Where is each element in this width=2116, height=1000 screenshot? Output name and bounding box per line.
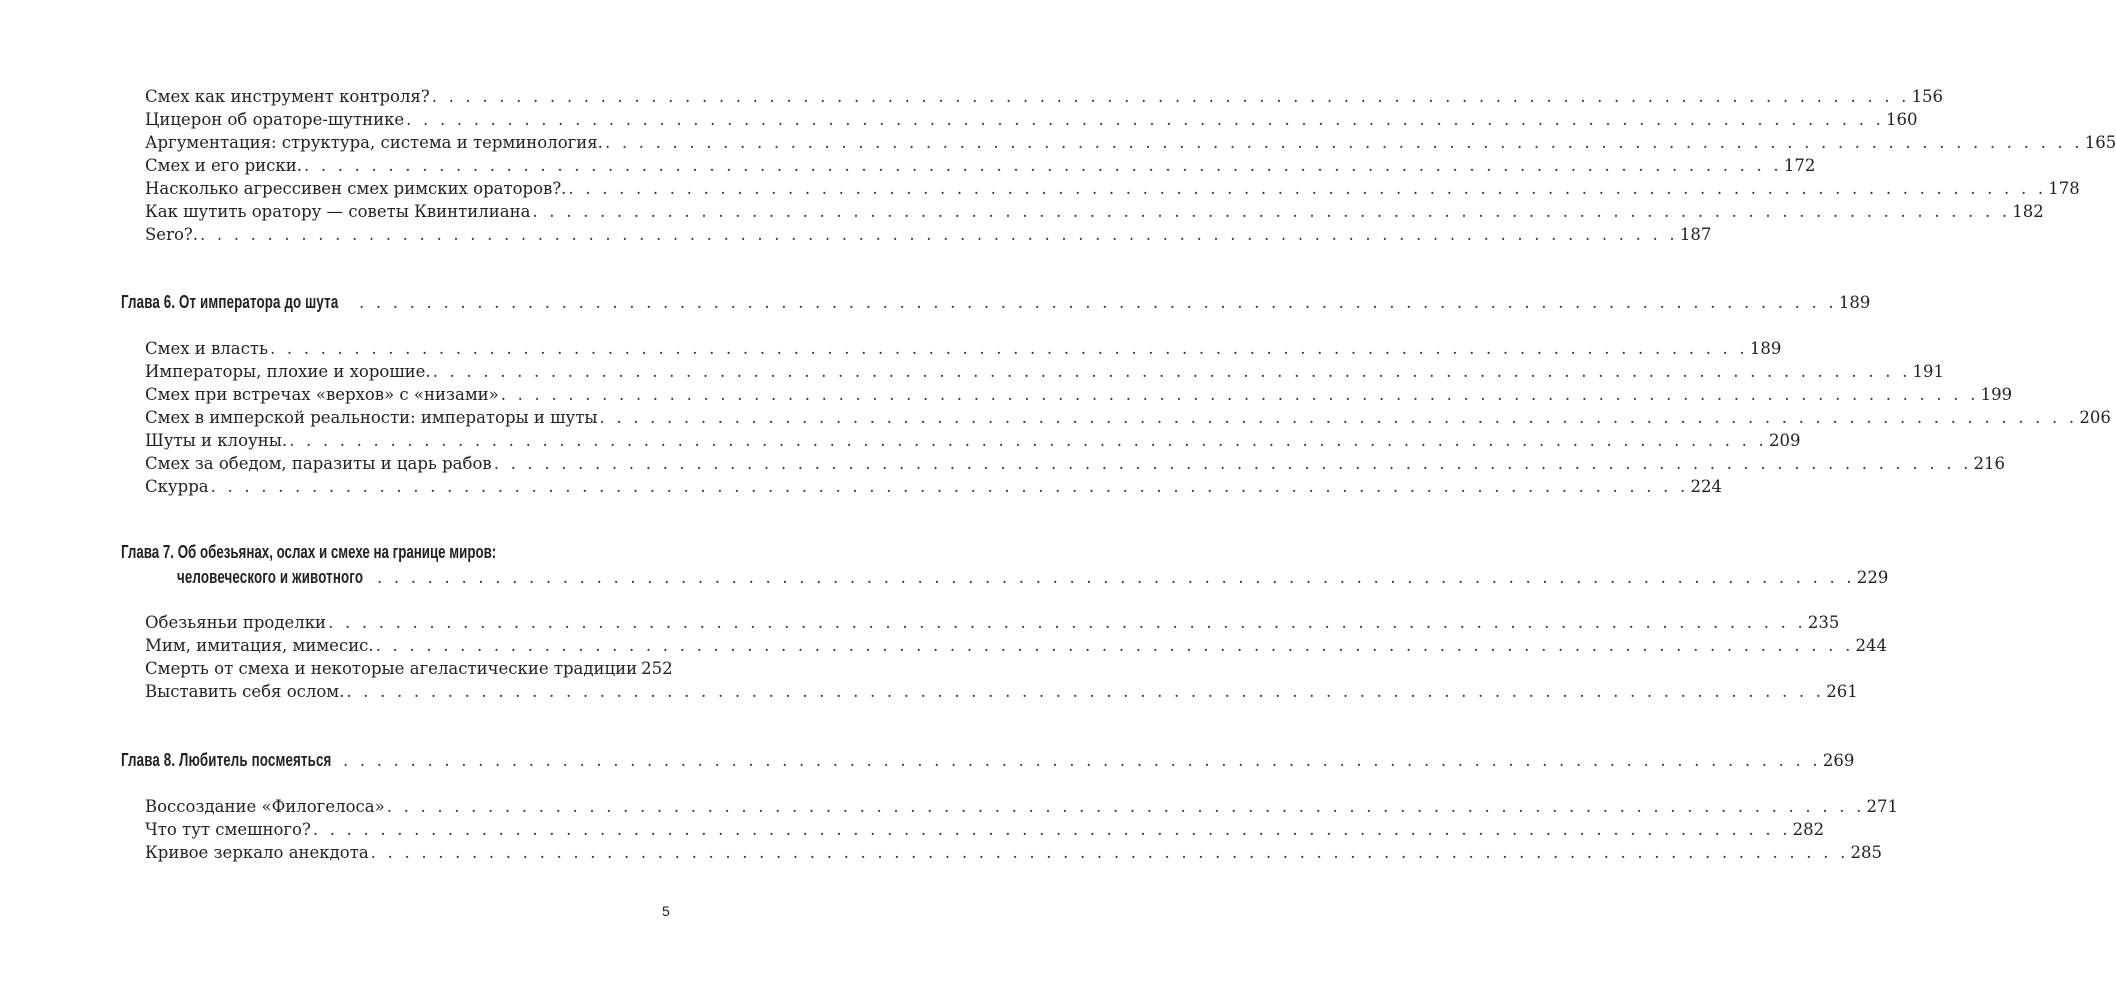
chapter-title-line1: Глава 7. Об обезьянах, ослах и смехе на границе миров:	[121, 542, 497, 562]
toc-entry-page: 261	[1826, 682, 1858, 701]
toc-entry-page: 271	[1866, 797, 1899, 816]
toc-entry-title: Цицерон об ораторе-шутнике	[145, 110, 405, 129]
toc-entry-title: Скурра	[145, 477, 209, 496]
chapter-heading-continued[interactable]	[177, 566, 1889, 589]
toc-entry[interactable]	[145, 360, 1945, 383]
toc-entry-title: Насколько агрессивен смех римских ораторов?.	[145, 179, 567, 198]
toc-entry-title: Смех и власть	[145, 339, 268, 358]
toc-entry-title: Шуты и клоуны.	[145, 431, 288, 450]
toc-entry[interactable]	[145, 85, 1944, 108]
toc-entry-title: Sero?.	[145, 225, 198, 244]
dot-leader	[532, 200, 2010, 223]
page-number: 5	[662, 903, 670, 919]
dot-leader	[270, 337, 1748, 360]
dot-leader	[313, 818, 1791, 841]
toc-entry-page: 191	[1912, 362, 1945, 381]
toc-entry[interactable]	[145, 680, 1858, 703]
dot-leader	[494, 452, 1972, 475]
toc-entry-title: Смерть от смеха и некоторые агеластические традиции	[145, 659, 638, 678]
dot-leader	[599, 406, 2077, 429]
chapter-heading[interactable]	[121, 541, 628, 564]
dot-leader	[406, 108, 1884, 131]
toc-entry[interactable]	[145, 406, 2111, 429]
toc-entry-title: Выставить себя ослом.	[145, 682, 345, 701]
toc-entry-page: 282	[1792, 820, 1825, 839]
toc-entry-title: Как шутить оратору — советы Квинтилиана	[145, 202, 531, 221]
toc-entry-title: Смех и его риски.	[145, 156, 302, 175]
toc-entry-title: Что тут смешного?	[145, 820, 311, 839]
toc-entry[interactable]	[145, 154, 1816, 177]
dot-leader	[304, 154, 1782, 177]
dot-leader	[359, 291, 1837, 314]
toc-entry[interactable]	[145, 634, 1888, 657]
toc-entry[interactable]	[145, 337, 1782, 360]
toc-entry-title: Кривое зеркало анекдота	[145, 843, 369, 862]
chapter-page: 269	[1822, 751, 1855, 770]
chapter-page: 189	[1838, 293, 1871, 312]
toc-entry-page: 160	[1886, 110, 1918, 129]
toc-entry-title: Смех при встречах «верхов» с «низами»	[145, 385, 499, 404]
toc-entry-page: 165	[2084, 133, 2116, 152]
toc-entry-title: Обезьяньи проделки	[145, 613, 327, 632]
toc-entry-page: 216	[1973, 454, 2006, 473]
toc-entry-page: 182	[2012, 202, 2044, 221]
dot-leader	[376, 634, 1854, 657]
toc-entry-title: Императоры, плохие и хорошие.	[145, 362, 431, 381]
toc-entry[interactable]	[145, 223, 1712, 246]
dot-leader	[371, 841, 1849, 864]
dot-leader	[377, 566, 1855, 589]
dot-leader	[343, 749, 1821, 772]
toc-entry[interactable]	[145, 429, 1801, 452]
toc-entry[interactable]	[145, 452, 2006, 475]
toc-entry-page: 189	[1749, 339, 1782, 358]
toc-entry[interactable]	[145, 475, 1722, 498]
toc-entry[interactable]	[145, 795, 1899, 818]
dot-leader	[346, 680, 1824, 703]
toc-entry-title: Смех как инструмент контроля?	[145, 87, 430, 106]
toc-entry-page: 199	[1980, 385, 2013, 404]
toc-entry-title: Аргументация: структура, система и терминология.	[145, 133, 603, 152]
toc-entry-page: 244	[1855, 636, 1888, 655]
toc-entry-page: 178	[2048, 179, 2080, 198]
toc-entry-page: 156	[1911, 87, 1944, 106]
chapter-page: 229	[1856, 568, 1889, 587]
toc-entry-title: Смех в имперской реальности: императоры и шуты	[145, 408, 598, 427]
toc-entry[interactable]	[145, 200, 2044, 223]
chapter-heading[interactable]	[121, 291, 1871, 314]
toc-entry[interactable]	[145, 108, 1918, 131]
toc-entry[interactable]	[145, 657, 673, 680]
dot-leader	[200, 223, 1678, 246]
dot-leader	[433, 360, 1911, 383]
toc-entry[interactable]	[145, 383, 2013, 406]
toc-entry-title: Смех за обедом, паразиты и царь рабов	[145, 454, 492, 473]
chapter-title: Глава 8. Любитель посмеяться	[121, 750, 332, 770]
toc-entry[interactable]	[145, 611, 1840, 634]
chapter-title: Глава 6. От императора до шута	[121, 292, 339, 312]
dot-leader	[328, 611, 1806, 634]
toc-entry[interactable]	[145, 131, 2116, 154]
toc-entry-page: 285	[1850, 843, 1883, 862]
dot-leader	[289, 429, 1767, 452]
chapter-title-line2: человеческого и животного	[177, 567, 364, 587]
chapter-heading[interactable]	[121, 749, 1855, 772]
toc-entry-page: 224	[1690, 477, 1722, 496]
dot-leader	[605, 131, 2083, 154]
toc-entry-page: 206	[2079, 408, 2111, 427]
toc-entry-page: 209	[1768, 431, 1801, 450]
toc-entry-page: 235	[1807, 613, 1840, 632]
dot-leader	[501, 383, 1979, 406]
toc-entry[interactable]	[145, 841, 1883, 864]
toc-entry-page: 172	[1783, 156, 1816, 175]
dot-leader	[211, 475, 1689, 498]
toc-entry-title: Мим, имитация, мимесис.	[145, 636, 374, 655]
dot-leader	[432, 85, 1910, 108]
toc-entry-title: Воссоздание «Филогелоса»	[145, 797, 385, 816]
toc-entry-page: 187	[1679, 225, 1712, 244]
toc-entry[interactable]	[145, 177, 2080, 200]
dot-leader	[387, 795, 1865, 818]
toc-entry[interactable]	[145, 818, 1825, 841]
toc-entry-page: 252	[641, 659, 673, 678]
dot-leader	[568, 177, 2046, 200]
